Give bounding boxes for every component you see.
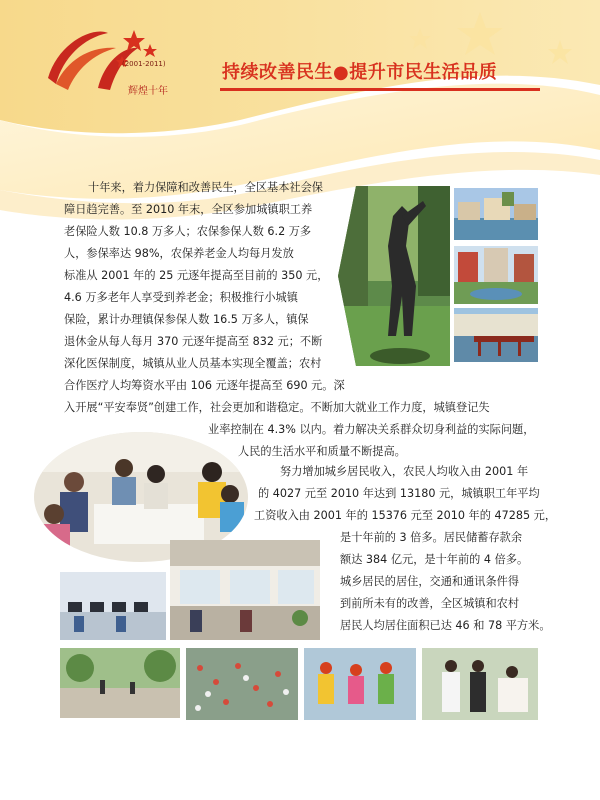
- text-line: 合作医疗人均筹资水平由 106 元逐年提高至 690 元。深: [64, 379, 345, 392]
- text-line: 退休金从每人每月 370 元逐年提高至 832 元；不断: [64, 335, 323, 348]
- text-line: 城乡居民的居住，交通和通讯条件得: [340, 575, 520, 588]
- photo-square-crowd: [186, 648, 298, 720]
- text-line: 额达 384 亿元，是十年前的 4 倍多。: [340, 553, 529, 566]
- text-line: 老保险人数 10.8 万多人；农保参保人数 6.2 万多: [64, 225, 312, 238]
- text-line: 人民的生活水平和质量不断提高。: [238, 445, 406, 458]
- photo-computer-lab: [60, 572, 166, 640]
- photo-bridge-park: [454, 308, 538, 362]
- text-line: 到前所未有的改善，全区城镇和农村: [340, 597, 520, 610]
- text-line: 十年来，着力保障和改善民生，全区基本社会保: [88, 181, 323, 194]
- photo-statue: [338, 186, 450, 366]
- logo-tagline: 辉煌十年: [128, 86, 168, 97]
- text-line: 4.6 万多老年人享受到养老金；积极推行小城镇: [64, 291, 298, 304]
- text-line: 工资收入由 2001 年的 15376 元至 2010 年的 47285 元，: [254, 509, 557, 522]
- text-line: 障日趋完善。至 2010 年末，全区参加城镇职工养: [64, 203, 313, 216]
- text-line: 深化医保制度，城镇从业人员基本实现全覆盖；农村: [64, 357, 322, 370]
- photo-street-scene: [60, 648, 180, 718]
- text-line: 人，参保率达 98%，农保养老金人均每月发放: [64, 247, 294, 260]
- photo-wedding: [422, 648, 538, 720]
- text-line: 保险，累计办理镇保参保人数 16.5 万多人，镇保: [64, 313, 309, 326]
- headline-underline: [220, 88, 540, 91]
- photo-children-dance: [304, 648, 416, 720]
- text-line: 是十年前的 3 倍多。居民储蓄存款余: [340, 531, 523, 544]
- text-line: 业率控制在 4.3% 以内。着力解决关系群众切身利益的实际问题，: [208, 423, 535, 436]
- text-line: 居民人均居住面积已达 46 和 78 平方米。: [340, 619, 551, 632]
- photo-residential-pond: [454, 246, 538, 304]
- text-line: 努力增加城乡居民收入，农民人均收入由 2001 年: [280, 465, 529, 478]
- text-line: 标准从 2001 年的 25 元逐年提高至目前的 350 元，: [64, 269, 329, 282]
- text-line: 的 4027 元至 2010 年达到 13180 元，城镇职工年平均: [258, 487, 540, 500]
- photo-service-hall: [170, 540, 320, 640]
- logo-years: (2001-2011): [122, 60, 166, 68]
- photo-river-houses: [454, 188, 538, 240]
- text-line: 入开展“平安奉贤”创建工作，社会更加和谐稳定。不断加大就业工作力度，城镇登记失: [64, 401, 490, 414]
- page-headline: 持续改善民生●提升市民生活品质: [222, 62, 498, 83]
